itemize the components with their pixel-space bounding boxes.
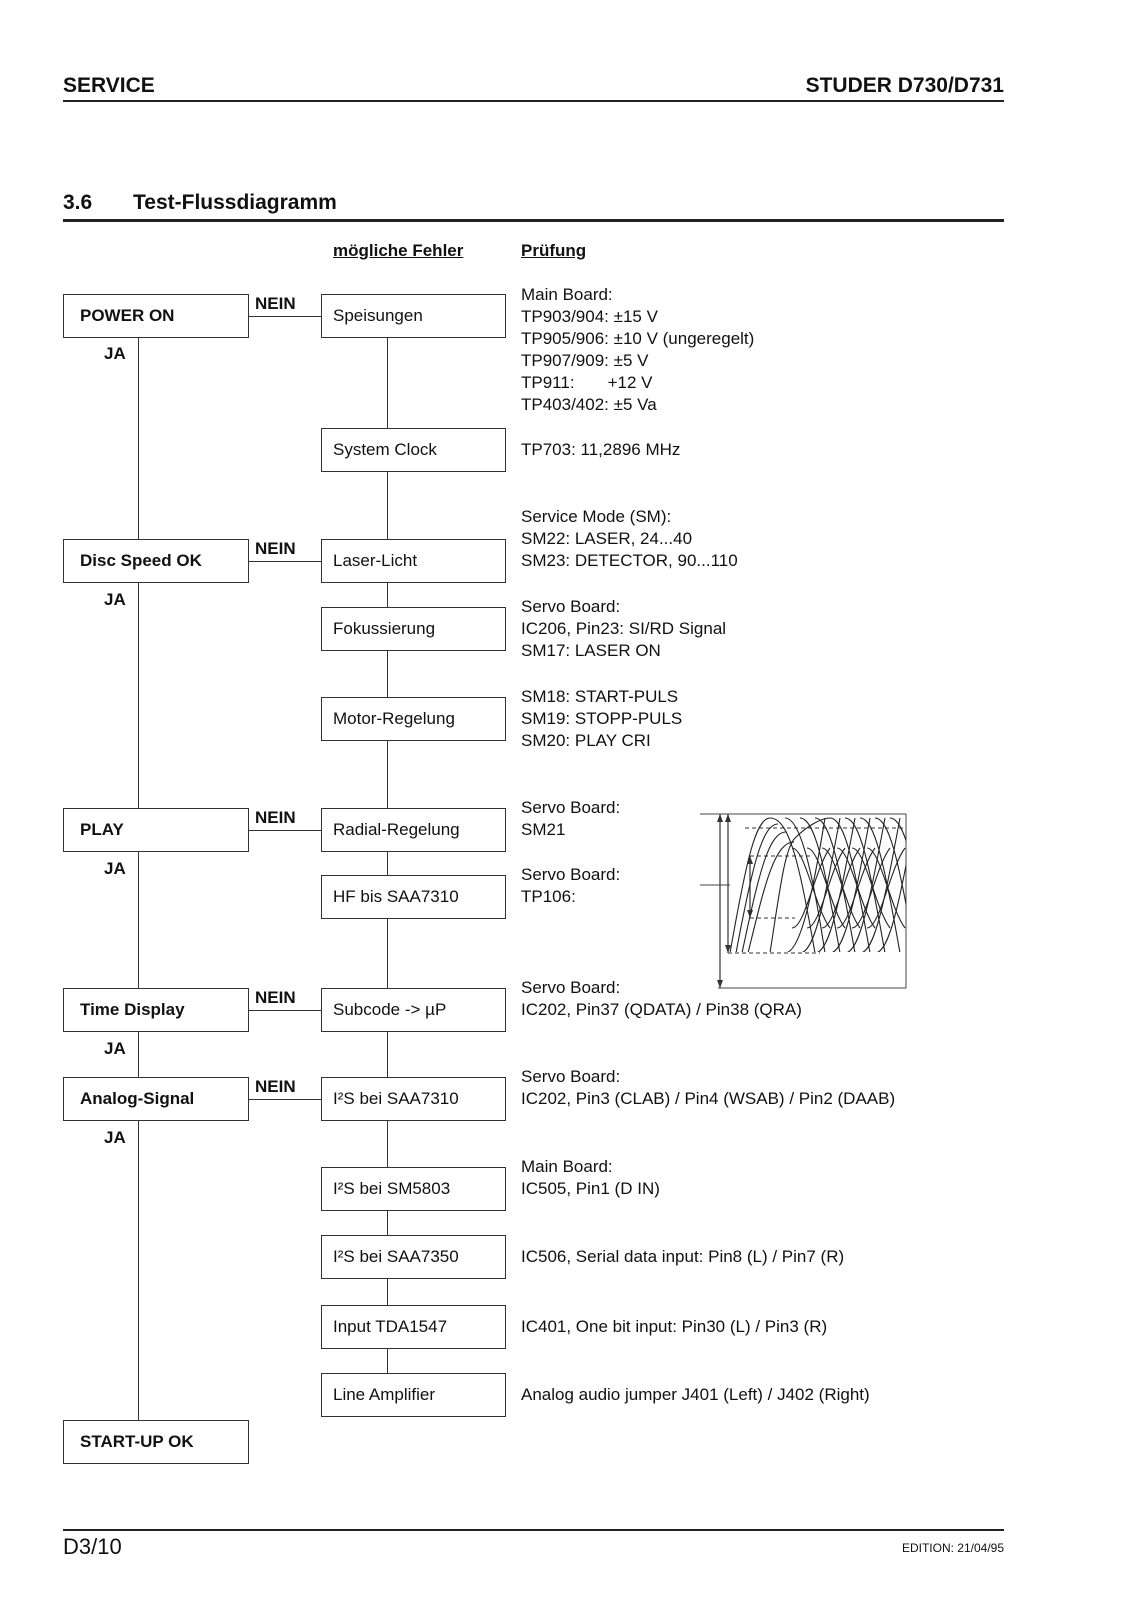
fault-box — [321, 1077, 506, 1121]
check-line: TP905/906: ±10 V (ungeregelt) — [521, 329, 755, 348]
yes-label: JA — [104, 344, 126, 363]
fault-box — [321, 697, 506, 741]
fault-box — [321, 1305, 506, 1349]
check-note — [521, 797, 620, 841]
yes-label: JA — [104, 1128, 126, 1147]
left-flow-line — [138, 338, 139, 1420]
step-disc-speed-ok — [63, 539, 249, 583]
check-line: Servo Board: — [521, 1067, 621, 1086]
check-line: TP703: 11,2896 MHz — [521, 440, 681, 459]
check-line: Service Mode (SM): — [521, 507, 672, 526]
fault-box — [321, 428, 506, 472]
check-line: SM19: STOPP-PULS — [521, 709, 683, 728]
no-connector — [249, 1099, 321, 1100]
header-rule — [63, 100, 1004, 102]
check-line: Main Board: — [521, 1157, 613, 1176]
check-line: TP907/909: ±5 V — [521, 351, 649, 370]
check-note — [521, 506, 738, 572]
middle-flow-line — [387, 336, 388, 1373]
fault-label: Fokussierung — [333, 619, 436, 638]
check-line: SM17: LASER ON — [521, 641, 661, 660]
header-right: STUDER D730/D731 — [805, 74, 1004, 97]
step-label: Time Display — [80, 1000, 185, 1019]
fault-label: Motor-Regelung — [333, 709, 455, 728]
step-start-up-ok — [63, 1420, 249, 1464]
eye-pattern-image — [700, 808, 910, 990]
no-label: NEIN — [255, 988, 296, 1007]
fault-box — [321, 539, 506, 583]
step-analog-signal — [63, 1077, 249, 1121]
fault-label: I²S bei SAA7350 — [333, 1247, 459, 1266]
check-line: Servo Board: — [521, 597, 621, 616]
check-line: Servo Board: — [521, 978, 621, 997]
check-line: SM20: PLAY CRI — [521, 731, 651, 750]
no-connector — [249, 830, 321, 831]
fault-label: Line Amplifier — [333, 1385, 436, 1404]
check-line: TP403/402: ±5 Va — [521, 395, 657, 414]
check-line: SM22: LASER, 24...40 — [521, 529, 693, 548]
fault-box — [321, 1235, 506, 1279]
check-note — [521, 596, 726, 662]
check-note — [521, 1316, 827, 1338]
check-note — [521, 439, 680, 461]
check-line: Servo Board: — [521, 798, 621, 817]
fault-label: System Clock — [333, 440, 437, 459]
check-line: TP911: +12 V — [521, 373, 653, 392]
check-line: IC401, One bit input: Pin30 (L) / Pin3 (R) — [521, 1317, 828, 1336]
edition-label: EDITION: 21/04/95 — [901, 1541, 1004, 1555]
fault-label: Input TDA1547 — [333, 1317, 448, 1336]
fault-label: Speisungen — [333, 306, 423, 325]
check-line: SM21 — [521, 820, 566, 839]
column-heading-check: Prüfung — [521, 241, 587, 260]
check-line: Servo Board: — [521, 865, 621, 884]
fault-label: HF bis SAA7310 — [333, 887, 459, 906]
check-note — [521, 1384, 870, 1406]
check-line: Main Board: — [521, 285, 613, 304]
no-label: NEIN — [255, 294, 296, 313]
check-note — [521, 1156, 660, 1200]
step-label: PLAY — [80, 820, 124, 839]
step-label: Disc Speed OK — [80, 551, 202, 570]
fault-box — [321, 1373, 506, 1417]
no-label: NEIN — [255, 1077, 296, 1096]
fault-label: Radial-Regelung — [333, 820, 460, 839]
no-connector — [249, 561, 321, 562]
yes-label: JA — [104, 590, 126, 609]
fault-label: I²S bei SAA7310 — [333, 1089, 459, 1108]
check-line: IC206, Pin23: SI/RD Signal — [521, 619, 727, 638]
footer-rule — [63, 1529, 1004, 1531]
no-label: NEIN — [255, 539, 296, 558]
check-line: SM18: START-PULS — [521, 687, 679, 706]
check-note — [521, 284, 754, 416]
step-power-on — [63, 294, 249, 338]
step-label: POWER ON — [80, 306, 175, 325]
fault-box — [321, 294, 506, 338]
check-line: Analog audio jumper J401 (Left) / J402 (Right) — [521, 1385, 870, 1404]
check-line: SM23: DETECTOR, 90...110 — [521, 551, 738, 570]
step-label: START-UP OK — [80, 1432, 194, 1451]
step-play — [63, 808, 249, 852]
section-number: 3.6 — [63, 191, 93, 214]
step-time-display — [63, 988, 249, 1032]
check-line: TP903/904: ±15 V — [521, 307, 658, 326]
header-left: SERVICE — [63, 74, 155, 97]
fault-box — [321, 808, 506, 852]
fault-label: Subcode -> µP — [333, 1000, 447, 1019]
page-number: D3/10 — [63, 1534, 122, 1559]
check-note — [521, 686, 682, 752]
check-note — [521, 1246, 844, 1268]
check-line: TP106: — [521, 887, 576, 906]
step-label: Analog-Signal — [80, 1089, 195, 1108]
no-connector — [249, 1010, 321, 1011]
fault-label: I²S bei SM5803 — [333, 1179, 451, 1198]
no-label: NEIN — [255, 808, 296, 827]
section-title: Test-Flussdiagramm — [133, 191, 337, 214]
check-line: IC506, Serial data input: Pin8 (L) / Pin7 (R) — [521, 1247, 845, 1266]
fault-box — [321, 988, 506, 1032]
section-rule — [63, 219, 1004, 222]
check-note — [521, 864, 620, 908]
no-connector — [249, 316, 321, 317]
check-line: IC202, Pin37 (QDATA) / Pin38 (QRA) — [521, 1000, 802, 1019]
check-note — [521, 1066, 895, 1110]
column-heading-errors: mögliche Fehler — [333, 241, 464, 260]
yes-label: JA — [104, 1039, 126, 1058]
fault-box — [321, 607, 506, 651]
check-line: IC505, Pin1 (D IN) — [521, 1179, 660, 1198]
yes-label: JA — [104, 859, 126, 878]
fault-box — [321, 875, 506, 919]
check-line: IC202, Pin3 (CLAB) / Pin4 (WSAB) / Pin2 (DAAB) — [521, 1089, 896, 1108]
fault-label: Laser-Licht — [333, 551, 418, 570]
fault-box — [321, 1167, 506, 1211]
